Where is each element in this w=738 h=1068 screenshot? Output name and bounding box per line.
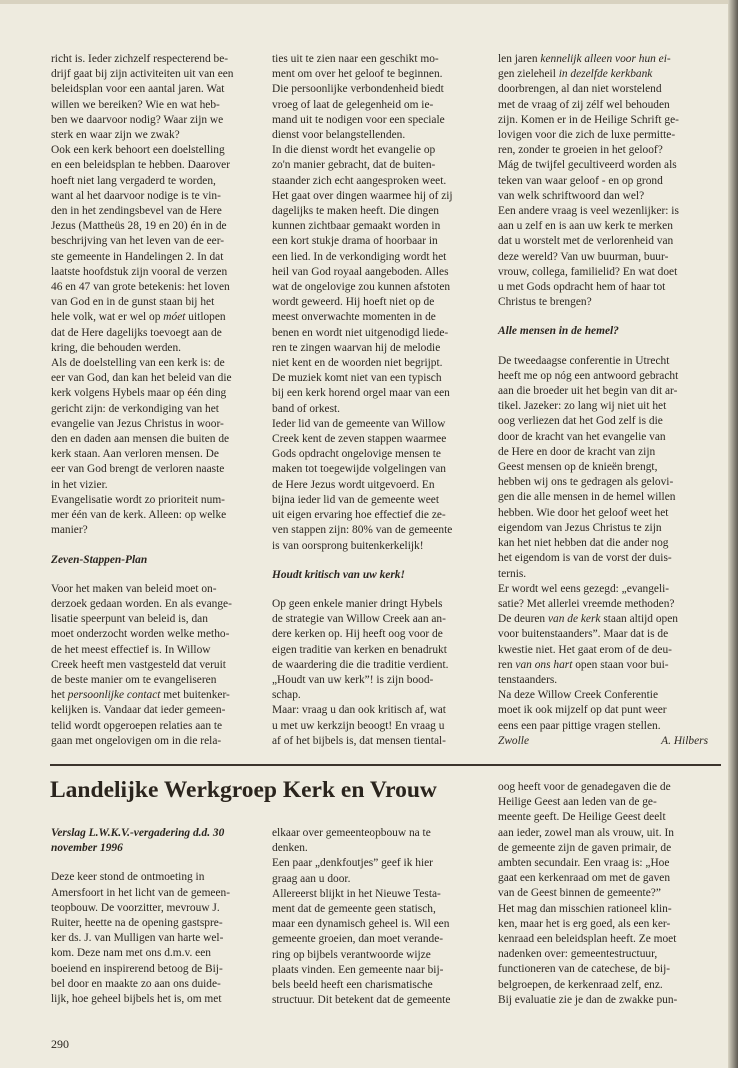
text-line: boeiend en inspirerend betoog de Bij- (51, 962, 223, 975)
text-line: Christus te brengen? (498, 296, 592, 309)
text-line: sterk en waar zijn we zwak? (51, 129, 180, 142)
text-line: doorbrengen, al dan niet worstelend (498, 83, 662, 96)
article1-col3-paragraph-1 (498, 52, 720, 204)
text-line: satie? Met allerlei vreemde methoden? (498, 597, 675, 610)
article1-col2-paragraph-5 (272, 703, 490, 749)
text-line: belgroepen, de kerkenraad zelf, enz. (498, 978, 663, 991)
text-line: u met uw kerkzijn beoogt! En vraag u (272, 719, 445, 732)
text-line: meest onverwachte momenten in de (272, 311, 436, 324)
text-line: willen we bereiken? Wie en wat heb- (51, 98, 220, 111)
text-line: In die dienst wordt het evangelie op (272, 144, 436, 157)
text-line: Mág de twijfel gecultiveerd worden als (498, 159, 677, 172)
text-line: bel door en maakte zo aan ons duide- (51, 977, 221, 990)
text-line: kunnen zichtbaar gemaakt worden in (272, 220, 441, 233)
article1-col3-paragraph-2 (498, 204, 720, 310)
text-line: denken. (272, 842, 308, 855)
article2-subheading (51, 826, 263, 856)
article1-column-2 (272, 52, 490, 749)
text-line: van God en in de gunst staan bij het (51, 296, 215, 309)
text-line: ven stappen zijn: 80% van de gemeente (272, 524, 453, 537)
text-line: ste gemeente in Handelingen 2. In dat (51, 250, 224, 263)
text-line: aan die broeder uit het begin van dit ar- (498, 385, 678, 398)
text-line: voor buitenstaanders”. Maar dat is de (498, 628, 669, 641)
text-line: Als de doelstelling van een kerk is: de (51, 357, 225, 370)
article1-column-1 (51, 52, 263, 749)
text-line: het persoonlijke contact met buitenker- (51, 689, 230, 702)
text-line: plaats vinden. Een gemeente naar bij- (272, 963, 444, 976)
text-line: staander zich echt aangesproken weet. (272, 174, 447, 187)
article2-column-2 (272, 826, 490, 1008)
text-line: maken tot toegewijde volgelingen van (272, 463, 446, 476)
text-line: uit eigen ervaring hoe effectief die ze- (272, 509, 446, 522)
text-line: bij een kerk horend orgel maar van een (272, 387, 450, 400)
text-line: mer één van de kerk. Alleen: op welke (51, 509, 227, 522)
text-line: hebben wij ons te gedragen als gelovi- (498, 476, 674, 489)
text-line: eer van God, dan kan het beleid van die (51, 372, 232, 385)
text-line: ker ds. J. van Mulligen van harte wel- (51, 932, 224, 945)
text-line: moet onderzocht worden welke metho- (51, 628, 230, 641)
section-heading-houdt-kritisch: Houdt kritisch van uw kerk! (272, 568, 405, 581)
article-divider-rule (50, 764, 721, 766)
text-line: Een paar „denkfoutjes” geef ik hier (272, 857, 433, 870)
text-line: Allereerst blijkt in het Nieuwe Testa- (272, 887, 441, 900)
text-line: drijf gaat bij zijn activiteiten uit van een (51, 68, 234, 81)
article1-col3-paragraph-3 (498, 354, 720, 582)
text-line: af of het bijbels is, dat mensen tiental- (272, 734, 446, 747)
text-line: len jaren kennelijk alleen voor hun ei- (498, 53, 671, 65)
article1-col1-paragraph-3 (51, 356, 263, 493)
text-line: ties uit te zien naar een geschikt mo- (272, 53, 439, 65)
text-line: Een andere vraag is veel wezenlijker: is (498, 205, 679, 218)
text-line: De muziek komt niet van een typisch (272, 372, 442, 385)
text-line: Deze keer stond de ontmoeting in (51, 871, 205, 884)
article1-col2-paragraph-3 (272, 417, 490, 554)
text-line: mand uit te nodigen voor een speciale (272, 113, 445, 126)
text-line: kelijken is. Vandaar dat ieder gemeen- (51, 704, 226, 717)
text-line: beleidsplan voor een aantal jaren. Wat (51, 83, 225, 96)
article1-col3-paragraph-4 (498, 582, 720, 688)
text-line: Evangelisatie wordt zo prioriteit num- (51, 493, 225, 506)
text-line: derzoek gedaan worden. En als evange- (51, 597, 232, 610)
text-line: oog verliezen dat het God zelf is die (498, 415, 663, 428)
article2-column-1 (51, 826, 263, 1007)
text-line: kerk staan. Aan verloren mensen. De (51, 448, 219, 461)
text-line: lisatie speerpunt van beleid is, dan (51, 613, 208, 626)
text-line: Amersfoort in het licht van de gemeen- (51, 886, 231, 899)
text-line: vroeg of laat de gelegenheid om ie- (272, 98, 434, 111)
text-line: kenraad een beleidsplan heeft. Ze moet (498, 933, 677, 946)
text-line: dienst voor belangstellenden. (272, 129, 406, 142)
text-line: niet kent en de woorden niet begrijpt. (272, 357, 443, 370)
article2-subheading-line-2: november 1996 (51, 842, 123, 855)
article2-headline: Landelijke Werkgroep Kerk en Vrouw (50, 777, 437, 803)
text-line: de waardering die die traditie verdient. (272, 658, 449, 671)
text-line: aan ieder, zowel man als vrouw, uit. In (498, 826, 674, 839)
text-line: Heilige Geest aan leden van de ge- (498, 796, 657, 809)
text-line: lijk, hoe geheel bijbels het is, om met (51, 993, 222, 1006)
section-heading-zeven-stappen-plan: Zeven-Stappen-Plan (51, 553, 148, 566)
article1-col1-paragraph-5 (51, 582, 263, 749)
text-line: maar een dynamisch geheel is. Wil een (272, 918, 450, 931)
text-line: evangelie van Jezus Christus in woor- (51, 417, 224, 430)
text-line: hebben. Wie door het geloof weet het (498, 506, 669, 519)
text-line: graag aan u door. (272, 872, 351, 885)
text-line: gemeente groeien, dan moet verande- (272, 933, 444, 946)
text-line: 46 en 47 van grote betekenis: het loven (51, 281, 230, 294)
text-line: u met Gods opdracht hem of haar tot (498, 281, 666, 294)
text-line: eer van God brengt de verloren naaste (51, 463, 225, 476)
text-line: benen en wordt niet uitgenodigd liede- (272, 326, 449, 339)
text-line: Bij evaluatie zie je dan de zwakke pun- (498, 993, 678, 1006)
article2-col2-paragraph-3 (272, 887, 490, 1009)
text-line: eigen traditie van kerken en benadrukt (272, 643, 447, 656)
article2-column-3 (498, 780, 720, 1008)
text-line: een lied. In de verkondiging wordt het (272, 250, 447, 263)
text-line: band of orkest. (272, 402, 341, 415)
text-line: Creek heeft men vastgesteld dat veruit (51, 658, 226, 671)
text-line: gen zieleheil in dezelfde kerkbank (498, 68, 653, 81)
text-line: de Here Jezus wordt uitgevoerd. En (272, 478, 435, 491)
text-line: Maar: vraag u dan ook kritisch af, wat (272, 704, 446, 717)
text-line: Het mag dan misschien rationeel klin- (498, 902, 672, 915)
text-line: kan het niet hebben dat die ander nog (498, 537, 669, 550)
text-line: dat de Here dagelijks toevoegt aan de (51, 326, 222, 339)
text-line: in het vizier. (51, 478, 108, 491)
text-line: het eigendom is van de vorst der duis- (498, 552, 672, 565)
text-line: Na deze Willow Creek Conferentie (498, 689, 659, 702)
text-line: Creek kent de zeven stappen waarmee (272, 433, 447, 446)
text-line: „Houdt van uw kerk”! is zijn bood- (272, 673, 434, 686)
text-line: de beste manier om te evangeliseren (51, 673, 217, 686)
text-line: Die persoonlijke verbondenheid biedt (272, 83, 444, 96)
text-line: dat u worstelt met de verlorenheid van (498, 235, 674, 248)
text-line: ren, zonder te groeien in het geloof? (498, 144, 663, 157)
text-line: eens een paar pittige vragen stellen. (498, 719, 661, 732)
text-line: ment dat de gemeente geen statisch, (272, 903, 436, 916)
text-line: van de Geest binnen de gemeente?” (498, 887, 661, 900)
text-line: manier? (51, 524, 88, 537)
text-line: Geest mensen op de knieën brengt, (498, 461, 658, 474)
text-line: Gods opdracht ongelovige mensen te (272, 448, 441, 461)
text-line: bels beeld heeft een charismatische (272, 979, 433, 992)
text-line: lovigen voor die zich de luxe permitte- (498, 129, 676, 142)
text-line: ternis. (498, 567, 527, 580)
text-line: met de vraag of zij zélf wel behouden (498, 98, 670, 111)
text-line: de strategie van Willow Creek aan an- (272, 613, 446, 626)
text-line: tenstaanders. (498, 673, 558, 686)
text-line: ken, maar het is erg goed, als een ker- (498, 917, 671, 930)
page-top-edge (0, 0, 738, 4)
text-line: den en daden aan mensen die buiten de (51, 433, 230, 446)
text-line: aan u zelf en is aan uw kerk te merken (498, 220, 673, 233)
text-line: wat de ongelovige zou kunnen afstoten (272, 281, 451, 294)
signature-place: Zwolle (498, 734, 530, 747)
text-line: meente geeft. De Heilige Geest deelt (498, 811, 666, 824)
article2-col2-paragraph-1 (272, 826, 490, 856)
text-line: dere kerken op. Hij heeft oog voor de (272, 628, 443, 641)
text-line: want al het daarvoor nodige is te vin- (51, 189, 221, 202)
text-line: telid wordt opgeroepen relaties aan te (51, 719, 223, 732)
text-line: den in het zendingsbevel van de Here (51, 205, 222, 218)
text-line: gen die alle mensen in de hemel willen (498, 491, 676, 504)
text-line: ambten secundair. Een vraag is: „Hoe (498, 857, 670, 870)
text-line: Ieder lid van de gemeente van Willow (272, 417, 446, 430)
section-heading-alle-mensen: Alle mensen in de hemel? (498, 325, 619, 338)
text-line: vrouw, collega, familielid? En wat doet (498, 265, 678, 278)
text-line: tikel. Jazeker: zo lang wij niet uit het (498, 400, 667, 413)
text-line: dagelijks te maken heeft. Die dingen (272, 205, 440, 218)
text-line: bijna ieder lid van de gemeente weet (272, 493, 439, 506)
article-signature (498, 734, 708, 749)
article2-subheading-line-1: Verslag L.W.K.V.-vergadering d.d. 30 (51, 827, 225, 839)
text-line: heil van God royaal aangeboden. Alles (272, 265, 449, 278)
text-line: richt is. Ieder zichzelf respecterend be- (51, 53, 229, 65)
text-line: is van oorsprong buitenkerkelijk! (272, 539, 424, 552)
article1-col1-paragraph-1 (51, 52, 263, 143)
text-line: de het meest effectief is. In Willow (51, 643, 211, 656)
text-line: kwestie niet. Het gaat erom of de deu- (498, 643, 672, 656)
text-line: kerk volgens Hybels maar op één ding (51, 387, 227, 400)
text-line: zo'n manier gebracht, dat de buiten- (272, 159, 436, 172)
text-line: en een beleidsplan te hebben. Daarover (51, 159, 231, 172)
text-line: zijn. Komen er in de Heilige Schrift ge- (498, 113, 679, 126)
article2-col2-paragraph-2 (272, 856, 490, 886)
text-line: ben we daarvoor nodig? Waar zijn we (51, 113, 224, 126)
text-line: schap. (272, 689, 301, 702)
text-line: gaat een kerkenraad om met de gaven (498, 872, 671, 885)
text-line: moet ik ook mijzelf op dat punt weer (498, 704, 667, 717)
text-line: ren van ons hart open staan voor bui- (498, 658, 669, 671)
text-line: de gemeente zijn de gaven primair, de (498, 841, 672, 854)
text-line: oog heeft voor de genadegaven die de (498, 781, 671, 793)
text-line: wordt geweerd. Hij hoeft niet op de (272, 296, 435, 309)
text-line: functioneren van de catechese, de bij- (498, 963, 671, 976)
signature-author: A. Hilbers (661, 734, 708, 747)
page-binding-shadow (728, 0, 738, 1068)
text-line: De tweedaagse conferentie in Utrecht (498, 354, 670, 367)
text-line: beschrijving van het leven van de eer- (51, 235, 225, 248)
text-line: teken van waar geloof - en op grond (498, 174, 663, 187)
text-line: ring op bijbels verantwoorde wijze (272, 948, 431, 961)
text-line: de Here en door de kracht van zijn (498, 445, 656, 458)
text-line: Het gaat over dingen waarmee hij of zij (272, 189, 453, 202)
article1-col2-paragraph-1 (272, 52, 490, 143)
text-line: gericht zijn: de verkondiging van het (51, 402, 219, 415)
text-line: ren te zingen waarvan hij de melodie (272, 341, 441, 354)
text-line: kring, die behouden werden. (51, 341, 182, 354)
article1-col2-paragraph-4 (272, 597, 490, 703)
article1-col3-paragraph-5 (498, 688, 720, 734)
text-line: kom. Deze nam met ons d.m.v. een (51, 947, 211, 960)
page-number: 290 (51, 1037, 69, 1051)
article1-col1-paragraph-2 (51, 143, 263, 356)
text-line: Jezus (Mattheüs 28, 19 en 20) én in de (51, 220, 227, 233)
text-line: laatste hoofdstuk zijn vooral de verzen (51, 265, 228, 278)
text-line: Op geen enkele manier dringt Hybels (272, 597, 443, 610)
article2-col3-paragraph-1 (498, 780, 720, 1008)
text-line: hele volk, wat er wel op móet uitlopen (51, 311, 226, 324)
article1-col1-paragraph-4 (51, 493, 263, 539)
text-line: Ruiter, heette na de opening gastspre- (51, 917, 223, 930)
text-line: door de kracht van het evangelie van (498, 430, 666, 443)
text-line: heeft me op nóg een antwoord gebracht (498, 369, 679, 382)
article1-col2-paragraph-2 (272, 143, 490, 417)
text-line: Er wordt wel eens gezegd: „evangeli- (498, 582, 670, 595)
text-line: teopbouw. De voorzitter, mevrouw J. (51, 901, 220, 914)
text-line: Voor het maken van beleid moet on- (51, 582, 217, 595)
text-line: structuur. Dit betekent dat de gemeente (272, 994, 451, 1007)
text-line: Ook een kerk behoort een doelstelling (51, 144, 225, 157)
text-line: hoeft niet lang vergaderd te worden, (51, 174, 216, 187)
text-line: van welk schriftwoord dan wel? (498, 189, 645, 202)
article2-col1-paragraph-1 (51, 870, 263, 1007)
text-line: deze wereld? Van uw buurman, buur- (498, 250, 669, 263)
text-line: een kort stukje drama of hoorbaar in (272, 235, 438, 248)
text-line: ment om over het geloof te beginnen. (272, 68, 443, 81)
text-line: De deuren van de kerk staan altijd open (498, 613, 678, 626)
article1-column-3 (498, 52, 720, 749)
text-line: gaan met ongelovigen om in die rela- (51, 734, 222, 747)
text-line: eigendom van Jezus Christus te zijn (498, 521, 662, 534)
text-line: elkaar over gemeenteopbouw na te (272, 827, 431, 839)
text-line: nadenken over: gemeentestructuur, (498, 948, 658, 961)
